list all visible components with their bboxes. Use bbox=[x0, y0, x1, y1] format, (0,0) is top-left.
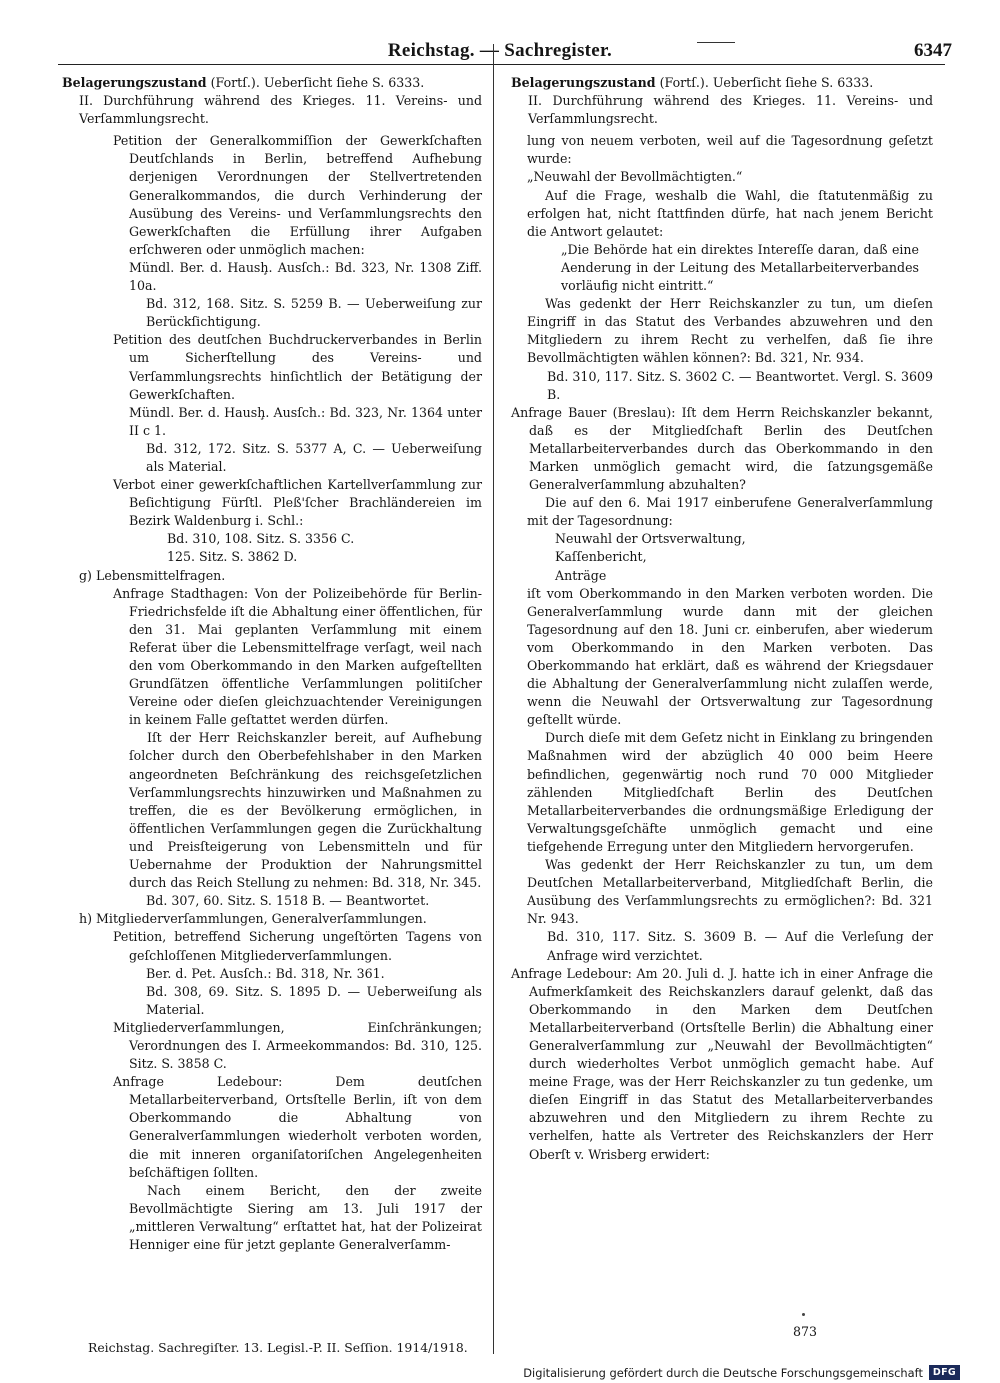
text-paragraph: iſt vom Oberkommando in den Marken verboten worden. Die Generalverſammlung wurde dann mit der gleichen Tagesordnung auf den 18. Juni cr. einberufen, aber wiederum vom Oberkommando in den Marken verboten. Das Oberkommando hat erklärt, daß es während der Kriegsdauer die Abhaltung der Generalverſammlung nicht zulaſſen werde, wenn die Neuwahl der Ortsverwaltung zur Tagesordnung geſtellt würde. bbox=[527, 585, 933, 728]
footer-citation: Reichstag. Sachregiſter. 13. Legisl.-P. II. Seſſion. 1914/1918. bbox=[88, 1340, 468, 1355]
index-keyword: Belagerungszustand bbox=[62, 75, 207, 90]
text-paragraph: Mitgliederverſammlungen, Einſchränkungen; Verordnungen des I. Armeekommandos: Bd. 310, 125. Sitz. S. 3858 C. bbox=[113, 1019, 482, 1072]
footer-dot bbox=[802, 1313, 805, 1316]
text-paragraph: II. Durchführung während des Krieges. 11. Vereins- und Verſammlungsrecht. bbox=[79, 93, 482, 127]
text-paragraph: Verbot einer gewerkſchaftlichen Kartellverſammlung zur Beſichtigung Fürſtl. Pleß'ſcher Brachländereien im Bezirk Waldenburg i. Schl.: bbox=[113, 477, 482, 529]
dfg-logo-icon: DFG bbox=[929, 1365, 960, 1380]
index-keyword-note: (Fortſ.). Ueberſicht ſiehe S. 6333. bbox=[655, 75, 874, 90]
text-paragraph: g) Lebensmittelfragen. bbox=[79, 567, 226, 583]
digitization-credit bbox=[523, 1365, 960, 1380]
text-paragraph: Auf die Frage, weshalb die Wahl, die ſtatutenmäßig zu erfolgen hat, nicht ſtattfinden dürfe, hat nach jenem Bericht die Antwort gelautet: bbox=[527, 187, 933, 239]
text-paragraph: Bd. 310, 117. Sitz. S. 3602 C. — Beantwortet. Vergl. S. 3609 B. bbox=[547, 368, 933, 402]
text-paragraph: Anfrage Stadthagen: Von der Polizeibehörde für Berlin-Friedrichsfelde iſt die Abhaltung einer öffentlichen, für den 31. Mai geplanten Verſammlung mit einem Referat über die Lebensmittelfrage verſagt, weil nach den vom Oberkommando in den Marken aufgeſtellten Grundſätzen öffentliche Verſammlungen politiſcher Vereine oder dieſen gleichzuachtender Vereinigungen in keinem Falle geſtattet werden dürfen. bbox=[113, 585, 482, 728]
text-paragraph: Bd. 312, 172. Sitz. S. 5377 A, C. — Ueberweiſung als Material. bbox=[146, 440, 482, 474]
text-paragraph: Kaſſenbericht, bbox=[555, 549, 647, 565]
credit-text: Digitalisierung gefördert durch die Deutsche Forschungsgemeinschaft bbox=[523, 1365, 923, 1380]
header-rule bbox=[58, 64, 945, 65]
text-paragraph: Petition der Generalkommiſſion der Gewerkſchaften Deutſchlands in Berlin, betreffend Aufhebung derjenigen Verordnungen der Stellvertretenden Generalkommandos, die durch Verhinderung der Ausübung des Vereins- und Verſammlungsrechts den Gewerkſchaften die Erfüllung ihrer Aufgaben erſchweren oder unmöglich machen: bbox=[113, 133, 482, 257]
text-paragraph: Die auf den 6. Mai 1917 einberufene Generalverſammlung mit der Tagesordnung: bbox=[527, 495, 933, 529]
text-paragraph: Neuwahl der Ortsverwaltung, bbox=[555, 531, 746, 547]
text-paragraph: Petition, betreffend Sicherung ungeſtörten Tagens von geſchloſſenen Mitgliederverſammlungen. bbox=[113, 929, 482, 963]
text-paragraph: Bd. 307, 60. Sitz. S. 1518 B. — Beantwortet. bbox=[146, 893, 430, 909]
text-paragraph: Bd. 312, 168. Sitz. S. 5259 B. — Ueberweiſung zur Berückſichtigung. bbox=[146, 296, 482, 330]
column-divider bbox=[493, 44, 494, 1354]
text-paragraph: Mündl. Ber. d. Hausḩ. Ausſch.: Bd. 323, Nr. 1364 unter II c 1. bbox=[129, 404, 482, 438]
text-paragraph bbox=[62, 74, 482, 92]
text-paragraph: Mündl. Ber. d. Hausḩ. Ausſch.: Bd. 323, Nr. 1308 Ziff. 10a. bbox=[129, 259, 482, 294]
text-paragraph: Bd. 308, 69. Sitz. S. 1895 D. — Ueberweiſung als Material. bbox=[146, 983, 482, 1017]
footer-sheet-number: 873 bbox=[793, 1324, 818, 1339]
page-number: 6347 bbox=[914, 40, 952, 61]
text-paragraph: II. Durchführung während des Krieges. 11. Vereins- und Verſammlungsrecht. bbox=[528, 93, 933, 127]
text-paragraph: Anfrage Ledebour: Dem deutſchen Metallarbeiterverband, Ortsſtelle Berlin, iſt von dem Oberkommando die Abhaltung von Generalverſammlungen wiederholt verboten worden, die mit inneren organiſatoriſchen Angelegenheiten beſchäftigen ſollten. bbox=[113, 1074, 482, 1180]
text-paragraph bbox=[511, 74, 933, 92]
index-keyword-note: (Fortſ.). Ueberſicht ſiehe S. 6333. bbox=[206, 75, 425, 90]
text-paragraph: Bd. 310, 108. Sitz. S. 3356 C. bbox=[167, 531, 355, 547]
text-paragraph: 125. Sitz. S. 3862 D. bbox=[167, 549, 298, 565]
left-column bbox=[62, 74, 482, 1254]
text-paragraph: „Neuwahl der Bevollmächtigten.“ bbox=[527, 169, 743, 185]
text-paragraph: Was gedenkt der Herr Reichskanzler zu tun, um dieſen Eingriff in das Statut des Verbandes abzuwehren und den Mitgliedern zu ihrem Recht zu verhelfen, daß ſie ihre Bevollmächtigten wählen können?: Bd. 321, Nr. 934. bbox=[527, 296, 933, 366]
right-column bbox=[511, 74, 933, 1164]
text-paragraph: lung von neuem verboten, weil auf die Tagesordnung geſetzt wurde: bbox=[527, 133, 933, 167]
page-header-title: Reichstag. — Sachregister. bbox=[387, 40, 613, 61]
index-keyword: Belagerungszustand bbox=[511, 75, 656, 90]
text-paragraph: h) Mitgliederverſammlungen, Generalverſammlungen. bbox=[79, 911, 427, 927]
text-paragraph: Anträge bbox=[555, 567, 607, 583]
text-paragraph: Anfrage Ledebour: Am 20. Juli d. J. hatte ich in einer Anfrage die Aufmerkſamkeit des Reichskanzlers darauf gelenkt, daß das Oberkommando in den Marken dem Deutſchen Metallarbeiterverband (Ortsſtelle Berlin) die Abhaltung einer Generalverſammlung zur „Neuwahl der Bevollmächtigten“ durch wiederholtes Verbot unmöglich gemacht habe. Auf meine Frage, was der Herr Reichskanzler zu tun gedenke, um dieſen Eingriff in das Statut des Metallarbeiterverbandes abzuwehren und den Mitgliedern zu ihrem Rechte zu verhelfen, hatte als Vertreter des Reichskanzlers der Herr Oberſt v. Wrisberg erwidert: bbox=[511, 965, 933, 1162]
header-dash bbox=[697, 42, 735, 43]
text-paragraph: Was gedenkt der Herr Reichskanzler zu tun, um dem Deutſchen Metallarbeiterverband, Mitgliedſchaft Berlin, die Ausübung des Verſammlungsrechts zu ermöglichen?: Bd. 321 Nr. 943. bbox=[527, 857, 933, 927]
text-paragraph: Anfrage Bauer (Breslau): Iſt dem Herrn Reichskanzler bekannt, daß es der Mitgliedſchaft Berlin des Deutſchen Metallarbeiterverbandes durch das Oberkommando in den Marken unmöglich gemacht wird, die ſatzungsgemäße Generalverſammlung abzuhalten? bbox=[511, 404, 933, 493]
text-paragraph: „Die Behörde hat ein direktes Intereſſe daran, daß eine Aenderung in der Leitung des Metallarbeiterverbandes vorläufig nicht eintritt.“ bbox=[561, 241, 919, 294]
text-paragraph: Nach einem Bericht, den der zweite Bevollmächtigte Siering am 13. Juli 1917 der „mittleren Verwaltung“ erſtattet hat, hat der Polizeirat Henniger eine für jetzt geplante Generalverſamm- bbox=[129, 1182, 482, 1252]
text-paragraph: Ber. d. Pet. Ausſch.: Bd. 318, Nr. 361. bbox=[146, 965, 385, 981]
text-paragraph: Bd. 310, 117. Sitz. S. 3609 B. — Auf die Verleſung der Anfrage wird verzichtet. bbox=[547, 929, 933, 963]
text-paragraph: Durch dieſe mit dem Geſetz nicht in Einklang zu bringenden Maßnahmen wird der abzüglich 40 000 beim Heere befindlichen, gegenwärtig noch rund 70 000 Mitglieder zählenden Mitgliedſchaft Berlin des Deutſchen Metallarbeiterverbandes die ordnungsmäßige Erledigung der Verwaltungsgeſchäfte unmöglich gemacht und eine tiefgehende Erregung unter den Mitgliedern hervorgerufen. bbox=[527, 730, 933, 854]
text-paragraph: Petition des deutſchen Buchdruckerverbandes in Berlin um Sicherſtellung des Vereins- und Verſammlungsrechts hinſichtlich der Betätigung der Gewerkſchaften. bbox=[113, 332, 482, 402]
text-paragraph: Iſt der Herr Reichskanzler bereit, auf Aufhebung ſolcher durch den Oberbefehlshaber in den Marken angeordneten Beſchränkung des reichsgeſetzlichen Verſammlungsrechts hinzuwirken und Maßnahmen zu treffen, die es der Bevölkerung ermöglichen, in öffentlichen Verſammlungen gegen die Zurückhaltung und Preisſteigerung von Lebensmitteln und für Uebernahme der Produktion der Nahrungsmittel durch das Reich Stellung zu nehmen: Bd. 318, Nr. 345. bbox=[129, 730, 482, 891]
